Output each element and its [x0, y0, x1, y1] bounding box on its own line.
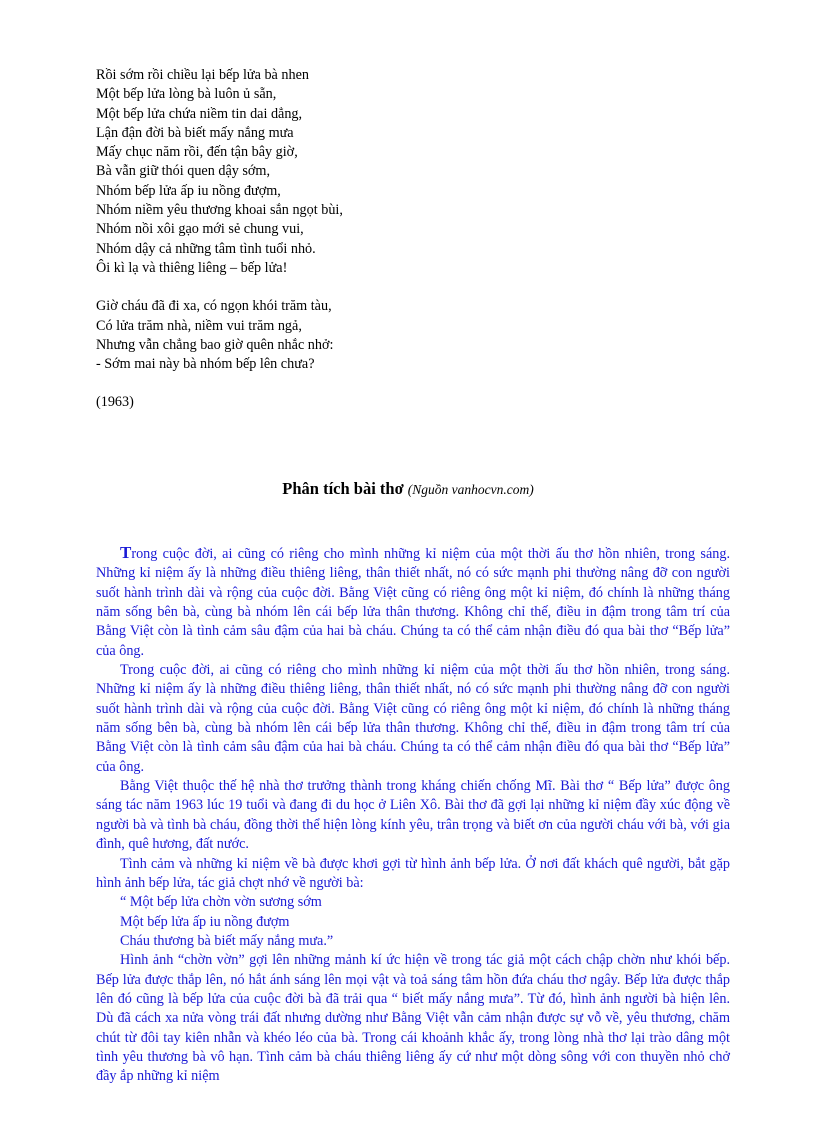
paragraph-text: rong cuộc đời, ai cũng có riêng cho mình những kỉ niệm của một thời ấu thơ hồn nhiên, trong sáng. Những kỉ niệm ấy là những điều thiêng liêng, thân thiết nhất, nó có sức mạnh phi thường nâng đỡ con người suốt hành trình dài và rộng của cuộc đời. Bằng Việt cũng có riêng ông một kỉ niệm, đó chính là những tháng năm sống bên bà, cùng bà nhóm lên cái bếp lửa thân thương. Không chỉ thế, điều in đậm trong tâm trí của Bằng Việt còn là tình cảm sâu đậm của hai bà cháu. Chúng ta có thể cảm nhận điều đó qua bài thơ “Bếp lửa” của ông.	[96, 546, 730, 659]
analysis-essay	[96, 543, 730, 1087]
poem-line: Giờ cháu đã đi xa, có ngọn khói trăm tàu,	[96, 298, 332, 315]
poem-year: (1963)	[96, 394, 134, 411]
quote-line: Một bếp lửa ấp iu nồng đượm	[120, 913, 290, 930]
poem-line: Rồi sớm rồi chiều lại bếp lửa bà nhen	[96, 67, 309, 83]
poem-line: Nhóm bếp lửa ấp iu nồng đượm,	[96, 182, 281, 199]
poem-line: Ôi kì lạ và thiêng liêng – bếp lửa!	[96, 259, 288, 276]
essay-paragraph: Trong cuộc đời, ai cũng có riêng cho mình những kỉ niệm của một thời ấu thơ hồn nhiên, trong sáng. Những kỉ niệm ấy là những điều thiêng liêng, thân thiết nhất, nó có sức mạnh phi thường nâng đỡ con người suốt hành trình dài và rộng của cuộc đời. Bằng Việt cũng có riêng ông một kỉ niệm, đó chính là những tháng năm sống bên bà, cùng bà nhóm lên cái bếp lửa thân thương. Không chỉ thế, điều in đậm trong tâm trí của Bằng Việt còn là tình cảm sâu đậm của hai bà cháu. Chúng ta có thể cảm nhận điều đó qua bài thơ “Bếp lửa” của ông.	[96, 662, 730, 775]
essay-paragraph	[96, 543, 730, 661]
poem-line: Một bếp lửa chứa niềm tin dai dẳng,	[96, 105, 303, 122]
poem-line: Mấy chục năm rồi, đến tận bây giờ,	[96, 144, 298, 161]
poem-line: Bà vẫn giữ thói quen dậy sớm,	[96, 163, 270, 180]
poem-line: Nhưng vẫn chẳng bao giờ quên nhắc nhở:	[96, 336, 334, 353]
poem-line: Nhóm nồi xôi gạo mới sẻ chung vui,	[96, 221, 304, 238]
drop-cap: T	[120, 543, 132, 562]
stanza-gap	[96, 374, 516, 393]
essay-paragraph: Tình cảm và những kỉ niệm về bà được khơi gợi từ hình ảnh bếp lửa. Ở nơi đất khách quê người, bắt gặp hình ảnh bếp lửa, tác giả chợt nhớ về người bà:	[96, 855, 730, 891]
section-title: Phân tích bài thơ	[282, 479, 404, 498]
quoted-verse	[96, 893, 730, 951]
poem-line: Lận đận đời bà biết mấy nắng mưa	[96, 124, 294, 141]
poem-line: Nhóm niềm yêu thương khoai sắn ngọt bùi,	[96, 202, 343, 219]
poem-line: Có lửa trăm nhà, niềm vui trăm ngả,	[96, 317, 302, 334]
poem-line: Nhóm dậy cả những tâm tình tuổi nhỏ.	[96, 240, 316, 257]
poem	[96, 66, 516, 413]
quote-line: Cháu thương bà biết mấy nắng mưa.”	[120, 932, 334, 949]
essay-paragraph: Bằng Việt thuộc thế hệ nhà thơ trưởng thành trong kháng chiến chống Mĩ. Bài thơ “ Bếp lửa” được ông sáng tác năm 1963 lúc 19 tuổi và đang đi du học ở Liên Xô. Bài thơ đã gợi lại những kỉ niệm đầy xúc động về người bà và tình bà cháu, đồng thời thể hiện lòng kính yêu, trân trọng và biết ơn của người cháu với bà, với gia đình, quê hương, đất nước.	[96, 778, 730, 853]
section-heading	[0, 479, 816, 499]
essay-paragraph: Hình ảnh “chờn vờn” gợi lên những mảnh kí ức hiện về trong tác giả một cách chập chờn như khói bếp. Bếp lửa được thắp lên, nó hắt ánh sáng lên mọi vật và toả sáng tâm hồn đứa cháu thơ ngây. Bếp lửa được thắp lên đó cũng là bếp lửa của cuộc đời bà đã trải qua “ biết mấy nắng mưa”. Từ đó, hình ảnh người bà hiện lên. Dù đã cách xa nửa vòng trái đất nhưng dường như Bằng Việt vẫn cảm nhận được sự vỗ về, yêu thương, chăm chút từ đôi tay kiên nhẫn và khéo léo của bà. Trong cái khoảnh khắc ấy, trong lòng nhà thơ lại trào dâng một tình yêu thương bà vô hạn. Tình cảm bà cháu thiêng liêng ấy cứ như một dòng sông với con thuyền nhỏ chở đầy ắp những kỉ niệm	[96, 952, 730, 1085]
poem-line: Một bếp lửa lòng bà luôn ủ sẵn,	[96, 86, 277, 103]
stanza-gap	[96, 278, 516, 297]
quote-line: “ Một bếp lửa chờn vờn sương sớm	[120, 894, 322, 911]
source-note: (Nguồn vanhocvn.com)	[407, 482, 534, 497]
poem-line: - Sớm mai này bà nhóm bếp lên chưa?	[96, 356, 315, 373]
